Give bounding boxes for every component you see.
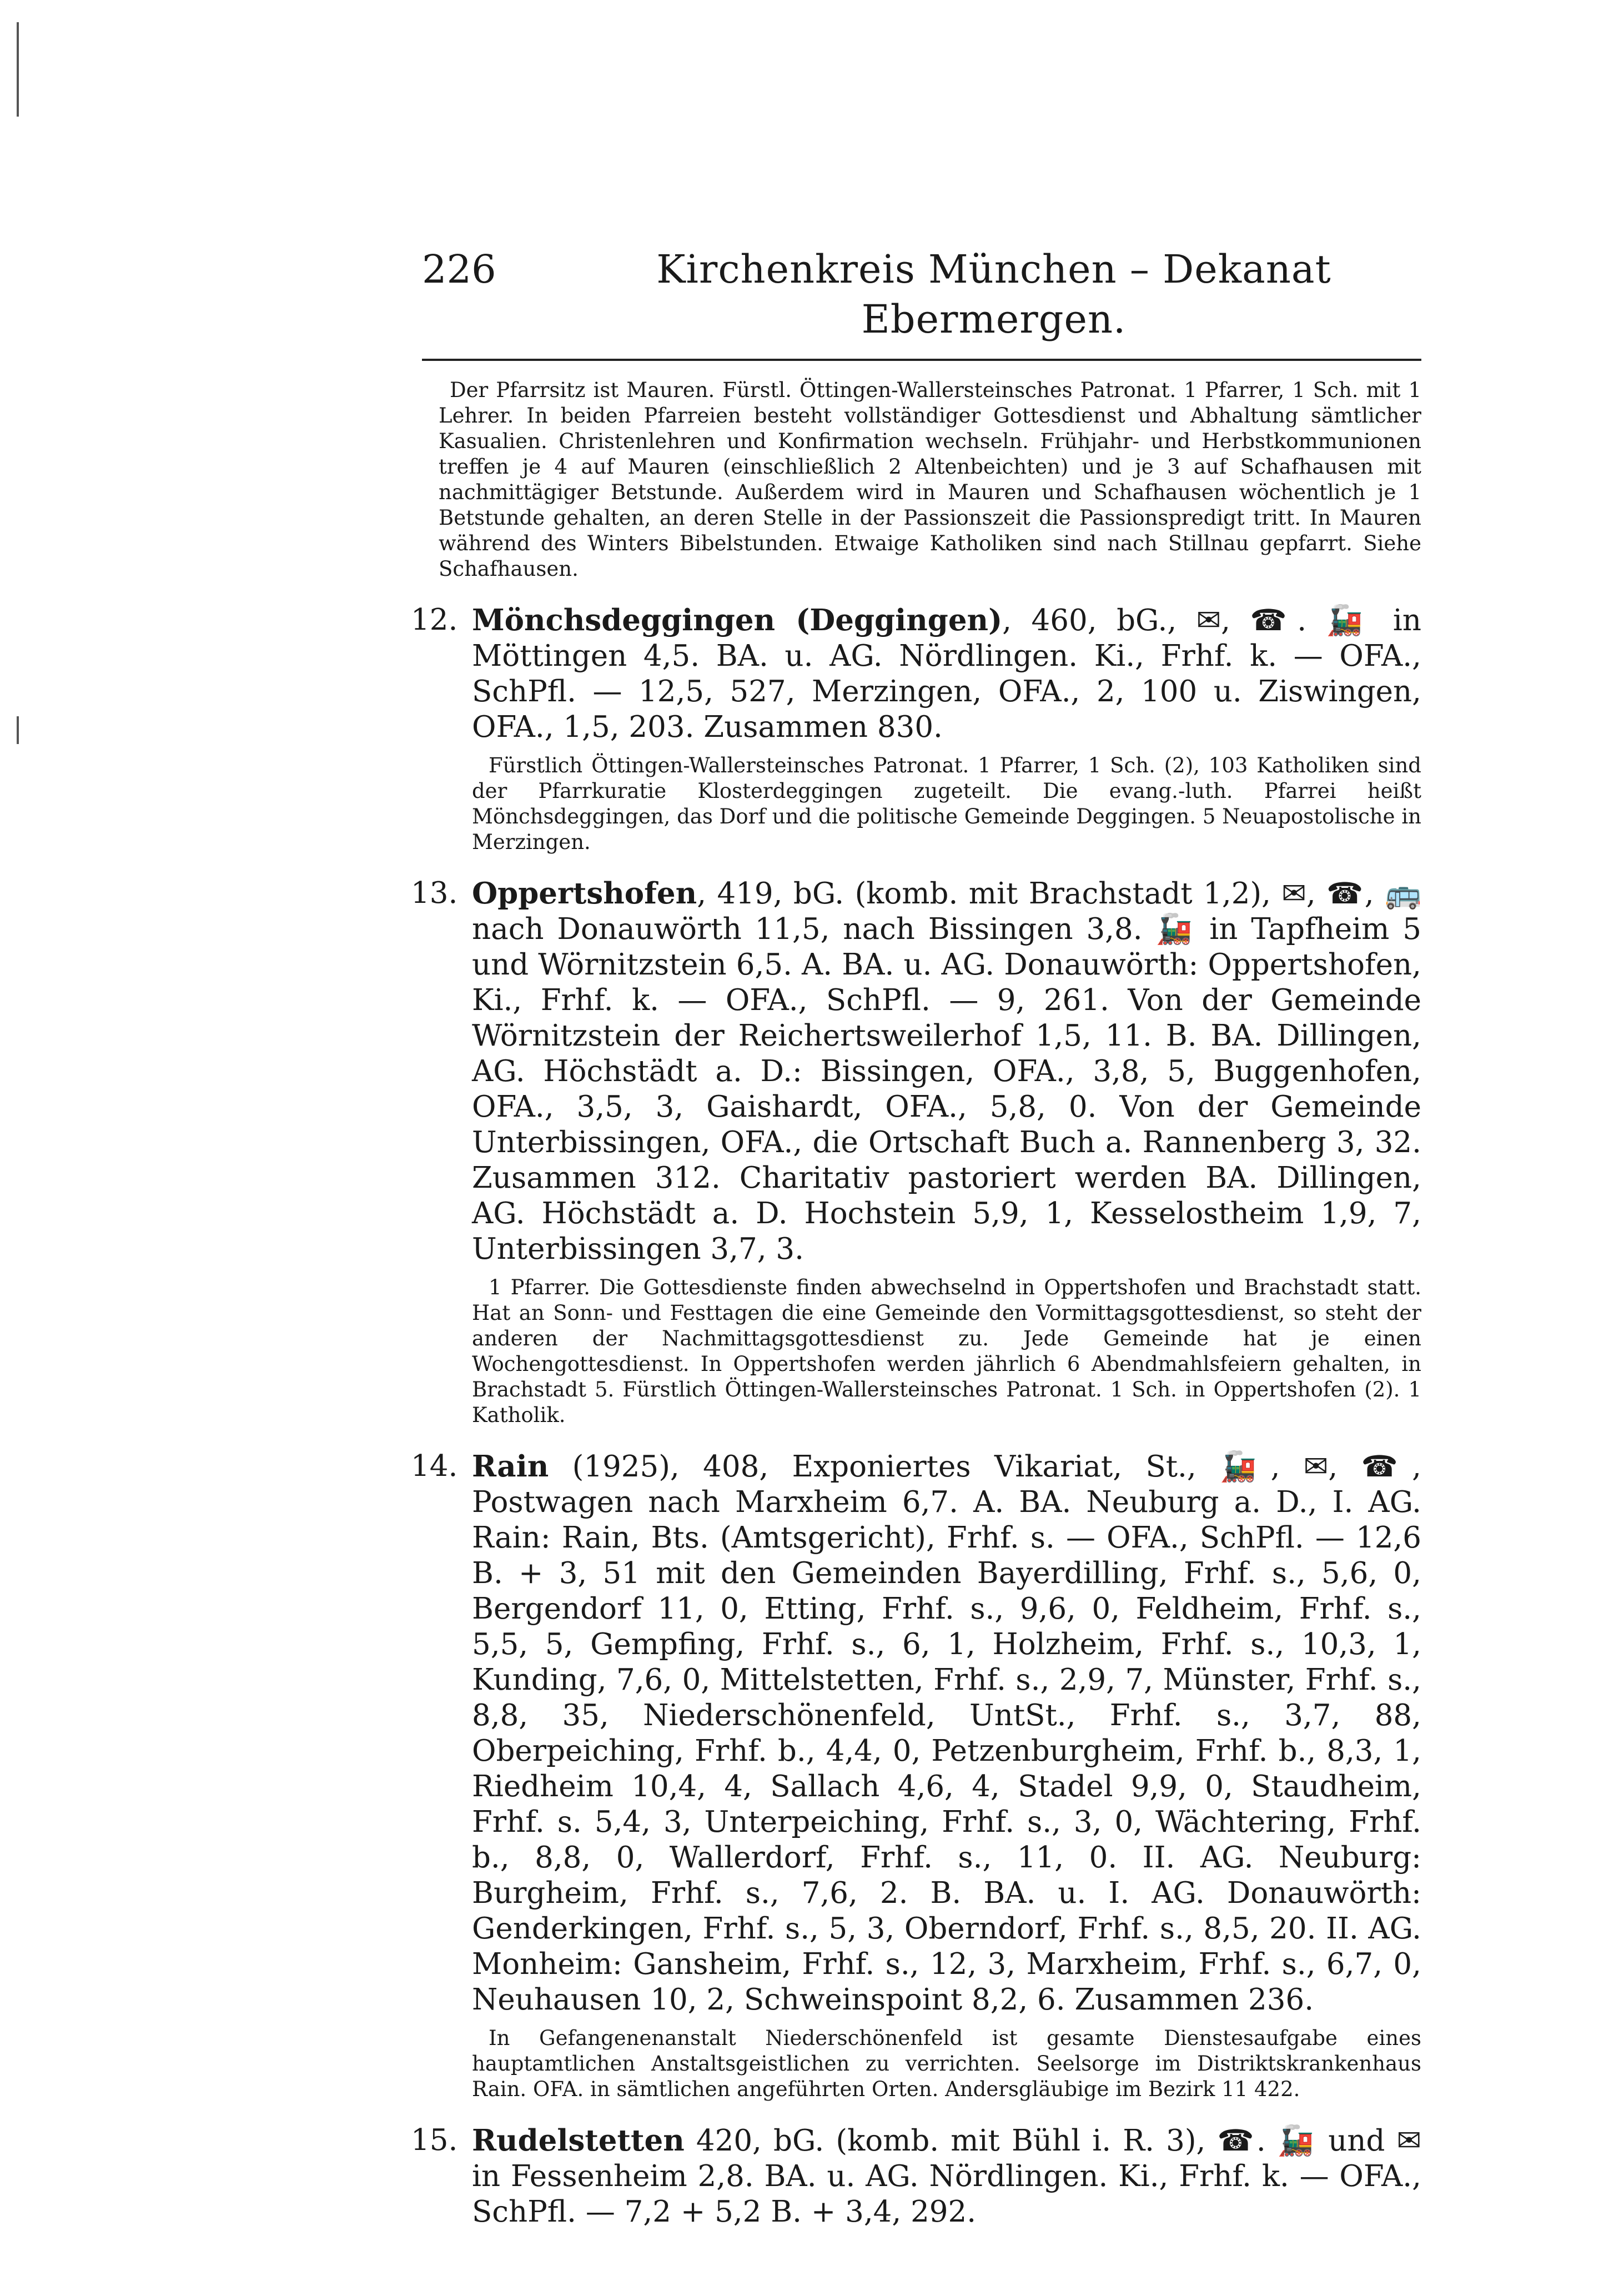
note-entry-12: Fürstlich Öttingen-Wallersteinsches Patronat. 1 Pfarrer, 1 Sch. (2), 103 Katholiken sind der Pfarrkuratie Klosterdeggingen zugeteilt. Die evang.-luth. Pfarrei heißt Mönchsdeggingen, das Dorf und die politische Gemeinde Deggingen. 5 Neuapostolische in Merzingen. [472,753,1421,854]
entry-place: Oppertshofen [472,876,697,911]
note-entry-14: In Gefangenenanstalt Niederschönenfeld ist gesamte Dienstesaufgabe eines hauptamtlichen Anstaltsgeistlichen zu verrichten. Seelsorge im Distriktskrankenhaus Rain. OFA. in sämtlichen angeführten Orten. Andersgläubige im Bezirk 11 422. [472,2026,1421,2101]
entry-number: 15. [411,2123,458,2157]
page-number: 226 [422,247,496,292]
entry-place: Rudelstetten [472,2123,685,2158]
entry-13 [411,876,1421,1267]
note-entry-13: 1 Pfarrer. Die Gottesdienste finden abwechselnd in Oppertshofen und Brachstadt statt. Hat an Sonn- und Festtagen die eine Gemeinde den Vormittagsgottesdienst, so steht der anderen der Nachmittagsgottesdienst zu. Jede Gemeinde hat je einen Wochengottesdienst. In Oppertshofen werden jährlich 6 Abendmahlsfeiern gehalten, in Brachstadt 5. Fürstlich Öttingen-Wallersteinsches Patronat. 1 Sch. in Oppertshofen (2). 1 Katholik. [472,1275,1421,1427]
entry-14 [411,1449,1421,2018]
page-header [422,244,1421,361]
entry-place: Mönchsdeggingen (Deggingen) [472,603,1003,637]
entry-text: , 419, bG. (komb. mit Brachstadt 1,2), ✉, ☎, 🚌 nach Donauwörth 11,5, nach Bissingen 3,8. 🚂 in Tapfheim 5 und Wörnitzstein 6,5. A. BA. u. AG. Donauwörth: Oppertshofen, Ki., Frhf. k. — OFA., SchPfl. — 9, 261. Von der Gemeinde Wörnitzstein der Reichertsweilerhof 1,5, 11. B. BA. Dillingen, AG. Höchstädt a. D.: Bissingen, OFA., 3,8, 5, Buggenhofen, OFA., 3,5, 3, Gaishardt, OFA., 5,8, 0. Von der Gemeinde Unterbissingen, OFA., die Ortschaft Buch a. Rannenberg 3, 32. Zusammen 312. Charitativ pastoriert werden BA. Dillingen, AG. Höchstädt a. D. Hochstein 5,9, 1, Kesselostheim 1,9, 7, Unterbissingen 3,7, 3. [472,877,1421,1266]
entry-place: Rain [472,1449,549,1484]
entry-number: 14. [411,1449,458,1483]
entry-text: (1925), 408, Exponiertes Vikariat, St., 🚂, ✉, ☎, Postwagen nach Marxheim 6,7. A. BA. Neuburg a. D., I. AG. Rain: Rain, Bts. (Amtsgericht), Frhf. s. — OFA., SchPfl. — 12,6 B. + 3, 51 mit den Gemeinden Bayerdilling, Frhf. s., 5,6, 0, Bergendorf 11, 0, Etting, Frhf. s., 9,6, 0, Feldheim, Frhf. s., 5,5, 5, Gempfing, Frhf. s., 6, 1, Holzheim, Frhf. s., 10,3, 1, Kunding, 7,6, 0, Mittelstetten, Frhf. s., 2,9, 7, Münster, Frhf. s., 8,8, 35, Niederschönenfeld, UntSt., Frhf. s., 3,7, 88, Oberpeiching, Frhf. b., 4,4, 0, Petzenburgheim, Frhf. b., 8,3, 1, Riedheim 10,4, 4, Sallach 4,6, 4, Stadel 9,9, 0, Staudheim, Frhf. s. 5,4, 3, Unterpeiching, Frhf. s., 3, 0, Wächtering, Frhf. b., 8,8, 0, Wallerdorf, Frhf. s., 11, 0. II. AG. Neuburg: Burgheim, Frhf. s., 7,6, 2. B. BA. u. I. AG. Donauwörth: Genderkingen, Frhf. s., 5, 3, Oberndorf, Frhf. s., 8,5, 20. II. AG. Monheim: Gansheim, Frhf. s., 12, 3, Marxheim, Frhf. s., 6,7, 0, Neuhausen 10, 2, Schweinspoint 8,2, 6. Zusammen 236. [472,1450,1421,2017]
running-title: Kirchenkreis München – Dekanat Ebermergen. [656,247,1331,342]
entry-text: 420, bG. (komb. mit Bühl i. R. 3), ☎. 🚂 und ✉ in Fessenheim 2,8. BA. u. AG. Nördlingen. Ki., Frhf. k. — OFA., SchPfl. — 7,2 + 5,2 B. + 3,4, 292. [472,2124,1421,2229]
margin-line-top [17,22,19,117]
note-mauren: Der Pfarrsitz ist Mauren. Fürstl. Öttingen-Wallersteinsches Patronat. 1 Pfarrer, 1 Sch. mit 1 Lehrer. In beiden Pfarreien besteht vollständiger Gottesdienst und Abhaltung sämtlicher Kasualien. Christenlehren und Konfirmation wechseln. Frühjahr- und Herbstkommunionen treffen je 4 auf Mauren (einschließlich 2 Altenbeichten) und je 3 auf Schafhausen mit nachmittägiger Betstunde. Außerdem wird in Mauren und Schafhausen wöchentlich je 1 Betstunde gehalten, an deren Stelle in der Passionszeit die Passionspredigt tritt. In Mauren während des Winters Bibelstunden. Etwaige Katholiken sind nach Stillnau gepfarrt. Siehe Schafhausen. [439,378,1421,581]
entry-12 [411,602,1421,745]
entry-text: , 460, bG., ✉, ☎. 🚂 in Möttingen 4,5. BA. u. AG. Nördlingen. Ki., Frhf. k. — OFA., SchPfl. — 12,5, 527, Merzingen, OFA., 2, 100 u. Ziswingen, OFA., 1,5, 203. Zusammen 830. [472,604,1421,744]
entry-number: 13. [411,876,458,910]
margin-line-bottom [17,716,19,744]
entry-15 [411,2123,1421,2230]
entry-number: 12. [411,603,458,637]
page [411,244,1421,2230]
